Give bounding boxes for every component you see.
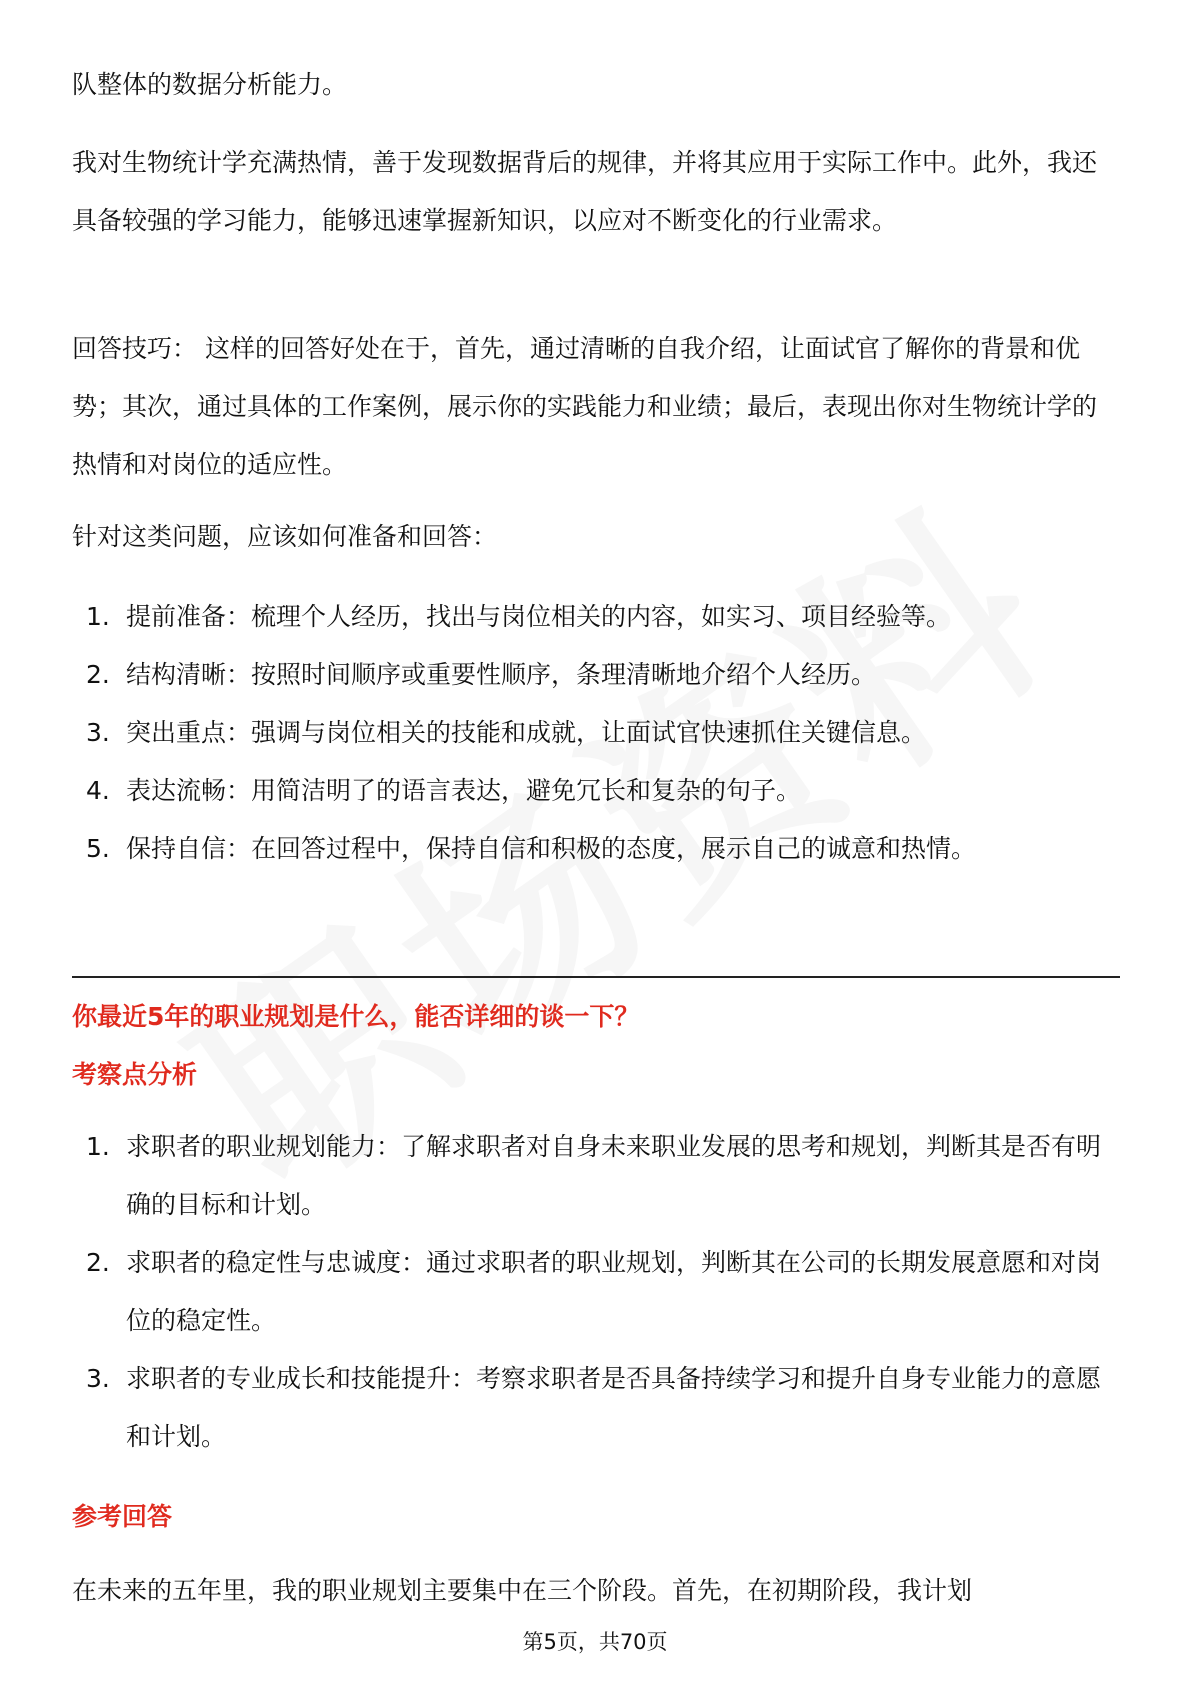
list-number: 3. xyxy=(86,718,110,747)
section-divider xyxy=(72,976,1120,978)
list-item-text: 求职者的稳定性与忠诚度：通过求职者的职业规划，判断其在公司的长期发展意愿和对岗位的稳定性。 xyxy=(126,1248,1102,1335)
list-number: 1. xyxy=(86,602,110,631)
list-number: 3. xyxy=(86,1364,110,1393)
answer-heading: 参考回答 xyxy=(72,1502,173,1531)
paragraph-answer-tips: 回答技巧： 这样的回答好处在于，首先，通过清晰的自我介绍，让面试官了解你的背景和优势；其次，通过具体的工作案例，展示你的实践能力和业绩；最后，表现出你对生物统计学的热情和对岗位的适应性。 xyxy=(72,334,1098,479)
list-number: 2. xyxy=(86,1248,110,1277)
list-item-text: 保持自信：在回答过程中，保持自信和积极的态度，展示自己的诚意和热情。 xyxy=(126,834,977,863)
list-item-text: 结构清晰：按照时间顺序或重要性顺序，条理清晰地介绍个人经历。 xyxy=(126,660,877,689)
list-item-text: 突出重点：强调与岗位相关的技能和成就，让面试官快速抓住关键信息。 xyxy=(126,718,927,747)
list-item xyxy=(72,1350,1120,1466)
list-item-text: 表达流畅：用简洁明了的语言表达，避免冗长和复杂的句子。 xyxy=(126,776,802,805)
list-item xyxy=(72,1118,1120,1234)
paragraph-passion: 我对生物统计学充满热情，善于发现数据背后的规律，并将其应用于实际工作中。此外，我还具备较强的学习能力，能够迅速掌握新知识，以应对不断变化的行业需求。 xyxy=(72,148,1098,235)
list-item-text: 提前准备：梳理个人经历，找出与岗位相关的内容，如实习、项目经验等。 xyxy=(126,602,952,631)
paragraph-how-to-prepare: 针对这类问题，应该如何准备和回答： xyxy=(72,522,498,551)
paragraph-reference-answer: 在未来的五年里，我的职业规划主要集中在三个阶段。首先，在初期阶段，我计划 xyxy=(72,1576,973,1605)
list-item xyxy=(72,820,1120,878)
analysis-list xyxy=(72,1118,1120,1466)
list-item xyxy=(72,704,1120,762)
list-number: 2. xyxy=(86,660,110,689)
list-item xyxy=(72,1234,1120,1350)
paragraph-continuation: 队整体的数据分析能力。 xyxy=(72,70,348,99)
prep-list xyxy=(72,588,1120,878)
list-item xyxy=(72,762,1120,820)
analysis-heading: 考察点分析 xyxy=(72,1060,198,1089)
list-item-text: 求职者的职业规划能力：了解求职者对自身未来职业发展的思考和规划，判断其是否有明确的目标和计划。 xyxy=(126,1132,1102,1219)
list-number: 1. xyxy=(86,1132,110,1161)
page-footer: 第5页，共70页 xyxy=(522,1630,668,1654)
list-number: 5. xyxy=(86,834,110,863)
list-number: 4. xyxy=(86,776,110,805)
list-item-text: 求职者的专业成长和技能提升：考察求职者是否具备持续学习和提升自身专业能力的意愿和计划。 xyxy=(126,1364,1102,1451)
question-heading: 你最近5年的职业规划是什么，能否详细的谈一下？ xyxy=(72,1002,640,1031)
list-item xyxy=(72,588,1120,646)
list-item xyxy=(72,646,1120,704)
